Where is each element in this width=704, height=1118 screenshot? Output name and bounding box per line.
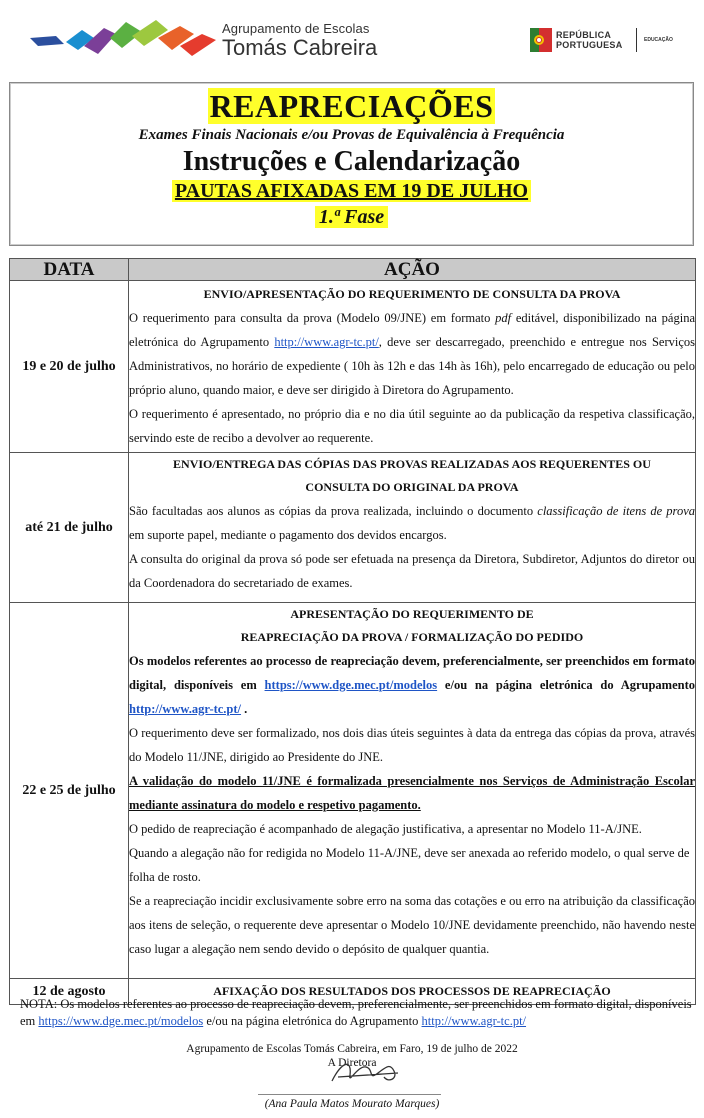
text-span: em suporte papel, mediante o pagamento dos devidos encargos. xyxy=(129,528,447,542)
signer-name: (Ana Paula Matos Mourato Marques) xyxy=(264,1098,440,1110)
main-title xyxy=(10,89,693,123)
phase-text: 1.ª Fase xyxy=(315,206,388,228)
republic-name xyxy=(556,30,623,50)
republic-line1: REPÚBLICA xyxy=(556,30,612,40)
action-paragraph xyxy=(129,649,695,721)
text-span: O requerimento para consulta da prova (Modelo 09/JNE) em formato xyxy=(129,311,496,325)
dge-models-link[interactable]: https://www.dge.mec.pt/modelos xyxy=(264,678,438,692)
action-paragraph: A consulta do original da prova só pode ser efetuada na presença da Diretora, Subdiretor, Adjuntos do diretor ou da Coordenadora do secretariado de exames. xyxy=(129,552,695,590)
school-name xyxy=(222,22,377,60)
action-heading-line2: CONSULTA DO ORIGINAL DA PROVA xyxy=(305,480,519,494)
instructions-title: Instruções e Calendarização xyxy=(182,146,521,177)
table-row xyxy=(10,603,696,979)
row-date: 12 de agosto xyxy=(10,979,129,1005)
action-paragraph: Quando a alegação não for redigida no Modelo 11-A/JNE, deve ser anexada ao referido modelo, o qual serve de folha de rosto. xyxy=(129,846,690,884)
page-header xyxy=(0,0,704,76)
text-span: São facultadas aos alunos as cópias da prova realizada, incluindo o documento xyxy=(129,504,538,518)
ministry-label: EDUCAÇÃO xyxy=(644,37,673,43)
text-span: editável, disponibilizado na página eletrónica do Agrupamento xyxy=(129,311,696,349)
action-paragraph: O requerimento deve ser formalizado, nos dois dias úteis seguintes à data da entrega das cópias da prova, através do Modelo 11/JNE, dirigido ao Presidente do JNE. xyxy=(129,726,695,764)
row-date: 22 e 25 de julho xyxy=(10,603,129,979)
table-header-row xyxy=(10,259,696,281)
agrupamento-link[interactable]: http://www.agr-tc.pt/ xyxy=(274,335,379,349)
handwritten-signature-icon xyxy=(328,1055,408,1089)
col-header-date: DATA xyxy=(10,259,129,281)
row-action xyxy=(129,603,696,979)
action-heading: ENVIO/APRESENTAÇÃO DO REQUERIMENTO DE CONSULTA DA PROVA xyxy=(203,287,621,301)
note-text: e/ou na página eletrónica do Agrupamento xyxy=(203,1014,422,1028)
footnote xyxy=(20,996,696,1030)
action-paragraph: O pedido de reapreciação é acompanhado de alegação justificativa, a apresentar no Modelo 11-A/JNE. xyxy=(129,822,642,836)
agrupamento-link[interactable]: http://www.agr-tc.pt/ xyxy=(129,702,242,716)
italic-text: classificação de itens de prova xyxy=(537,504,696,518)
dge-models-link[interactable]: https://www.dge.mec.pt/modelos xyxy=(38,1014,204,1028)
table-row xyxy=(10,281,696,453)
pdf-text: pdf xyxy=(495,311,512,325)
row-action xyxy=(129,281,696,453)
action-paragraph xyxy=(129,306,695,402)
table-row xyxy=(10,453,696,603)
place-date: Agrupamento de Escolas Tomás Cabreira, em Faro, 19 de julho de 2022 xyxy=(186,1043,518,1055)
logo-divider xyxy=(636,28,637,52)
text-span: . xyxy=(241,702,248,716)
action-heading-line1: APRESENTAÇÃO DO REQUERIMENTO DE xyxy=(290,607,534,621)
coat-of-arms-icon xyxy=(530,28,552,52)
action-paragraph: O requerimento é apresentado, no próprio dia e no dia útil seguinte ao da publicação da respetiva classificação, servindo este de recibo a devolver ao requerente. xyxy=(129,407,695,445)
school-name-line2: Tomás Cabreira xyxy=(222,35,378,60)
action-heading-line1: ENVIO/ENTREGA DAS CÓPIAS DAS PROVAS REALIZADAS AOS REQUERENTES OU xyxy=(173,457,651,471)
row-action xyxy=(129,453,696,603)
signature-line xyxy=(258,1094,441,1095)
pautas-text: PAUTAS AFIXADAS EM 19 DE JULHO xyxy=(172,180,531,202)
signature-role: A Diretora xyxy=(327,1057,377,1069)
col-header-action: AÇÃO xyxy=(129,259,696,281)
action-heading: AFIXAÇÃO DOS RESULTADOS DOS PROCESSOS DE REAPRECIAÇÃO xyxy=(213,984,611,998)
calendar-table xyxy=(9,258,696,1005)
note-text: NOTA: Os modelos referentes ao processo de reapreciação devem, preferencialmente, ser preenchidos em formato digital, disponíveis em xyxy=(20,997,692,1028)
text-span: Os modelos referentes ao processo de reapreciação devem, preferencialmente, ser preenchidos em formato digital, disponíveis em xyxy=(129,654,695,692)
action-paragraph xyxy=(129,499,695,547)
text-span: e/ou na página eletrónica do Agrupamento xyxy=(437,678,695,692)
title-box xyxy=(9,82,694,246)
row-date: 19 e 20 de julho xyxy=(10,281,129,453)
action-paragraph: Se a reapreciação incidir exclusivamente sobre erro na soma das cotações e ou erro na atribuição da classificação aos itens de seleção, o requerente deve apresentar o Modelo 10/JNE devidamente preenchido, não havendo neste caso lugar a alegação nem sendo devido o depósito de qualquer quantia. xyxy=(129,894,695,956)
action-heading-line2: REAPRECIAÇÃO DA PROVA / FORMALIZAÇÃO DO PEDIDO xyxy=(240,630,584,644)
agrupamento-link[interactable]: http://www.agr-tc.pt/ xyxy=(421,1014,527,1028)
school-name-line1: Agrupamento de Escolas xyxy=(222,21,370,36)
subtitle: Exames Finais Nacionais e/ou Provas de Equivalência à Frequência xyxy=(138,127,565,143)
row-date: até 21 de julho xyxy=(10,453,129,603)
phase-title xyxy=(10,206,693,228)
text-span: , deve ser descarregado, preenchido e entregue nos Serviços Administrativos, no horário de expediente ( 10h às 12h e das 14h às 16h), pelo encarregado de educação ou pelo próprio aluno, quando maior, e deve ser dirigido à Diretora do Agrupamento. xyxy=(129,335,695,397)
school-logo-icon xyxy=(30,16,220,62)
action-paragraph-emphasis: A validação do modelo 11/JNE é formalizada presencialmente nos Serviços de Administração Escolar mediante assinatura do modelo e respetivo pagamento. xyxy=(129,774,695,812)
republic-line2: PORTUGUESA xyxy=(556,40,623,50)
main-title-text: REAPRECIAÇÕES xyxy=(209,88,494,124)
pautas-title xyxy=(10,180,693,202)
